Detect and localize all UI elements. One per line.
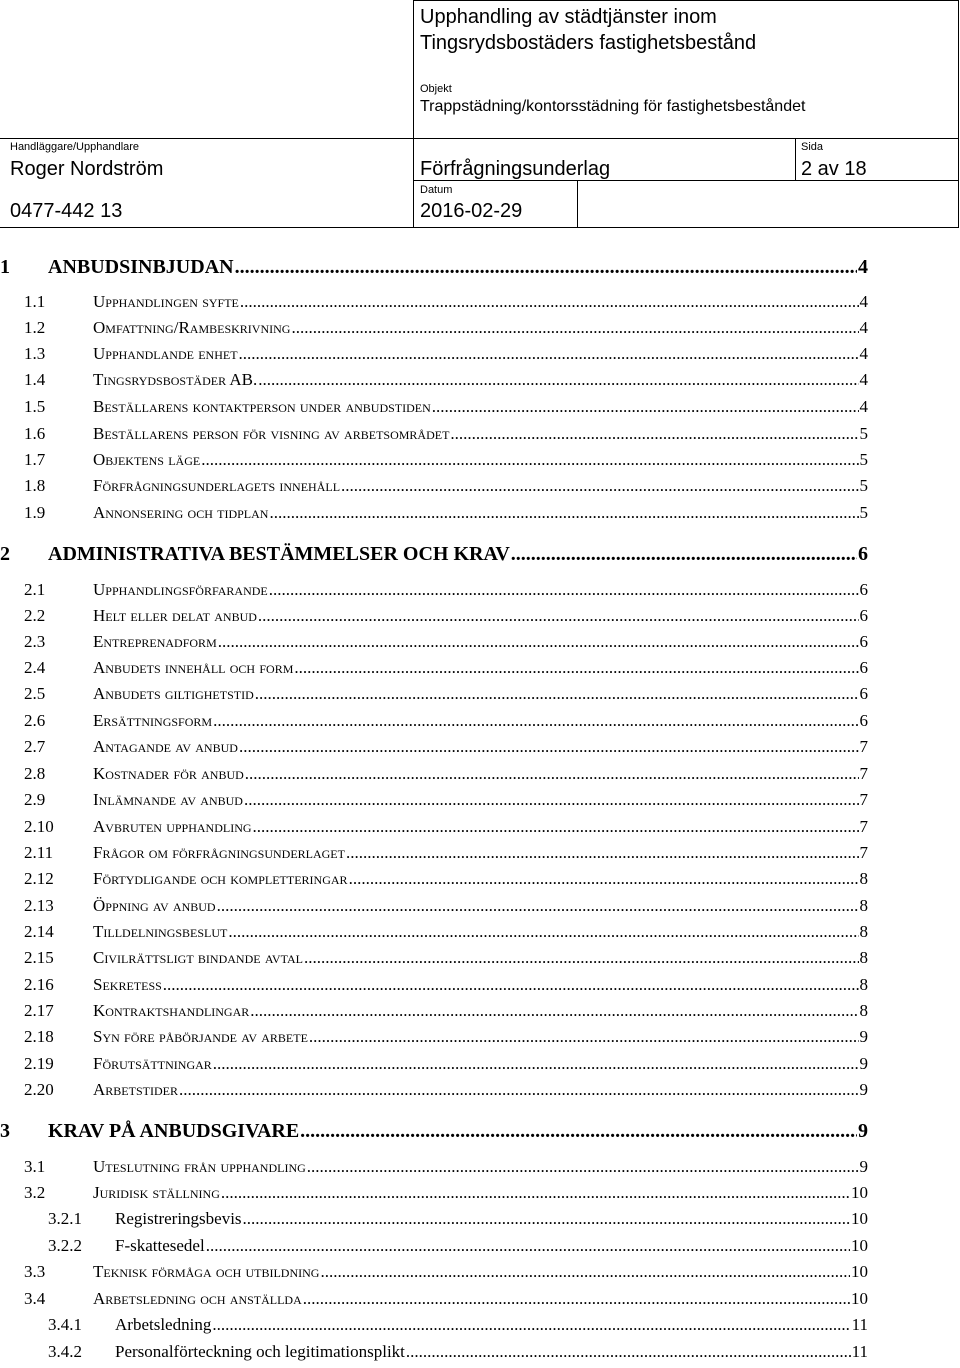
toc-dot-leader (346, 843, 859, 863)
toc-entry-number: 1.2 (24, 318, 46, 337)
toc-entry[interactable] (0, 1080, 960, 1102)
toc-entry[interactable] (0, 869, 960, 891)
toc-entry-title: Registreringsbevis (115, 1209, 242, 1228)
header-hline-bottom (0, 227, 959, 228)
toc-entry-page: 7 (859, 764, 868, 783)
toc-entry-page: 8 (859, 869, 868, 888)
toc-entry-number: 1.6 (24, 424, 46, 443)
toc-entry-page: 10 (851, 1289, 868, 1308)
toc-entry-page: 4 (859, 397, 868, 416)
toc-dot-leader (245, 764, 859, 784)
toc-dot-leader (179, 1080, 859, 1100)
toc-entry-title: Förutsättningar (93, 1054, 212, 1073)
toc-dot-leader (309, 1027, 859, 1047)
toc-entry-title: Upphandlande enhet (93, 344, 238, 363)
toc-entry[interactable] (0, 1262, 960, 1284)
toc-entry[interactable] (0, 817, 960, 839)
toc-entry[interactable] (0, 1236, 960, 1258)
toc-dot-leader (235, 256, 857, 279)
document-title (420, 4, 756, 56)
toc-entry-title: Teknisk förmåga och utbildning (93, 1262, 320, 1281)
toc-entry-page: 8 (859, 896, 868, 915)
toc-entry[interactable] (0, 344, 960, 366)
toc-entry-number: 2.17 (24, 1001, 54, 1020)
toc-dot-leader (349, 869, 859, 889)
toc-entry[interactable] (0, 1183, 960, 1205)
toc-dot-leader (406, 1342, 851, 1362)
toc-entry-number: 2.16 (24, 975, 54, 994)
toc-dot-leader (511, 543, 857, 566)
toc-entry-page: 10 (851, 1183, 868, 1202)
toc-entry-page: 4 (859, 370, 868, 389)
toc-entry-page: 10 (851, 1236, 868, 1255)
toc-entry[interactable] (0, 1027, 960, 1049)
toc-dot-leader (255, 684, 859, 704)
header-hline-top (413, 0, 959, 1)
toc-entry[interactable] (0, 1001, 960, 1023)
toc-entry-number: 2.14 (24, 922, 54, 941)
toc-entry-title: Kostnader för anbud (93, 764, 244, 783)
toc-entry[interactable] (0, 476, 960, 498)
toc-entry-title: F-skattesedel (115, 1236, 205, 1255)
toc-entry-page: 5 (859, 450, 868, 469)
toc-dot-leader (212, 1315, 850, 1335)
header-vline-right (958, 0, 959, 228)
toc-entry-title: Sekretess (93, 975, 162, 994)
toc-entry[interactable] (0, 843, 960, 865)
toc-entry-title: Inlämnande av anbud (93, 790, 243, 809)
object-value: Trappstädning/kontorsstädning för fastighetsbeståndet (420, 98, 806, 115)
toc-entry-page: 7 (859, 817, 868, 836)
toc-dot-leader (243, 1209, 850, 1229)
toc-entry-page: 7 (859, 843, 868, 862)
toc-entry-title: Anbudets giltighetstid (93, 684, 254, 703)
toc-entry-number: 2.1 (24, 580, 46, 599)
toc-entry-number: 1.8 (24, 476, 46, 495)
toc-dot-leader (244, 790, 859, 810)
toc-dot-leader (291, 318, 858, 338)
toc-entry-page: 6 (859, 684, 868, 703)
toc-entry-title: Upphandlingen syfte (93, 292, 239, 311)
toc-entry-page: 4 (859, 292, 868, 311)
toc-entry-title: Civilrättsligt bindande avtal (93, 948, 303, 967)
toc-dot-leader (228, 922, 858, 942)
toc-entry[interactable] (0, 580, 960, 602)
handler-label: Handläggare/Upphandlare (10, 141, 140, 153)
toc-entry[interactable] (0, 503, 960, 525)
toc-entry-title: Upphandlingsförfarande (93, 580, 268, 599)
toc-entry-number: 2.13 (24, 896, 54, 915)
toc-entry[interactable] (0, 256, 960, 280)
page-value: 2 av 18 (801, 158, 867, 180)
object-label: Objekt (420, 83, 452, 95)
toc-dot-leader (217, 896, 859, 916)
toc-entry-number: 2 (0, 543, 10, 565)
toc-entry-number: 1.7 (24, 450, 46, 469)
toc-entry[interactable] (0, 711, 960, 733)
toc-entry-title: Beställarens kontaktperson under anbudstiden (93, 397, 431, 416)
toc-entry[interactable] (0, 896, 960, 918)
toc-entry-number: 2.20 (24, 1080, 54, 1099)
toc-dot-leader (240, 292, 859, 312)
toc-dot-leader (450, 424, 858, 444)
toc-dot-leader (239, 737, 859, 757)
toc-entry[interactable] (0, 1342, 960, 1364)
toc-entry-page: 8 (859, 948, 868, 967)
toc-entry-page: 6 (859, 658, 868, 677)
toc-entry-page: 10 (851, 1209, 868, 1228)
toc-entry-page: 6 (858, 543, 868, 565)
toc-entry[interactable] (0, 1157, 960, 1179)
toc-entry[interactable] (0, 318, 960, 340)
toc-entry-number: 2.2 (24, 606, 46, 625)
toc-entry[interactable] (0, 632, 960, 654)
toc-entry[interactable] (0, 922, 960, 944)
toc-dot-leader (304, 948, 859, 968)
toc-entry-page: 10 (851, 1262, 868, 1281)
page-label: Sida (801, 141, 824, 153)
toc-entry-number: 1.9 (24, 503, 46, 522)
toc-entry-title: Juridisk ställning (93, 1183, 220, 1202)
toc-dot-leader (341, 476, 858, 496)
toc-entry-number: 3 (0, 1120, 10, 1142)
toc-entry-page: 9 (859, 1157, 868, 1176)
toc-entry-title: Kontraktshandlingar (93, 1001, 250, 1020)
date-label: Datum (420, 184, 453, 196)
toc-entry-page: 6 (859, 580, 868, 599)
toc-entry-number: 2.15 (24, 948, 54, 967)
toc-entry-page: 5 (859, 476, 868, 495)
toc-entry-title: Förfrågningsunderlagets innehåll (93, 476, 341, 495)
toc-entry-number: 3.1 (24, 1157, 46, 1176)
toc-entry-number: 3.4.1 (48, 1315, 82, 1334)
toc-dot-leader (269, 503, 858, 523)
toc-entry-number: 3.2.1 (48, 1209, 82, 1228)
toc-entry-number: 1.4 (24, 370, 46, 389)
toc-entry-title: Personalförteckning och legitimationsplikt (115, 1342, 405, 1361)
toc-entry-page: 9 (858, 1120, 868, 1142)
toc-entry-number: 1.3 (24, 344, 46, 363)
toc-entry-title: Avbruten upphandling (93, 817, 252, 836)
toc-entry-title: Ersättningsform (93, 711, 213, 730)
toc-entry-number: 3.2 (24, 1183, 46, 1202)
toc-entry-number: 3.4 (24, 1289, 46, 1308)
header-vline-page (795, 138, 796, 180)
toc-entry[interactable] (0, 1315, 960, 1337)
toc-entry-page: 8 (859, 1001, 868, 1020)
toc-entry-page: 9 (859, 1027, 868, 1046)
toc-entry-number: 1 (0, 256, 10, 278)
toc-entry-number: 2.12 (24, 869, 54, 888)
toc-entry-title: Anbudets innehåll och form (93, 658, 294, 677)
toc-entry-number: 1.5 (24, 397, 46, 416)
date-value: 2016-02-29 (420, 200, 523, 222)
toc-entry-page: 11 (851, 1342, 868, 1361)
toc-entry-page: 7 (859, 790, 868, 809)
toc-dot-leader (307, 1157, 859, 1177)
toc-entry-number: 2.11 (24, 843, 54, 862)
toc-dot-leader (213, 1054, 859, 1074)
toc-dot-leader (258, 606, 859, 626)
handler-phone: 0477-442 13 (10, 200, 123, 222)
toc-entry-number: 2.18 (24, 1027, 54, 1046)
toc-entry-title: Frågor om förfrågningsunderlaget (93, 843, 345, 862)
toc-entry-page: 8 (859, 922, 868, 941)
header-hline-mid (0, 138, 959, 139)
toc-entry-page: 5 (859, 503, 868, 522)
toc-entry-title: Tilldelningsbeslut (93, 922, 228, 941)
toc-entry-page: 7 (859, 737, 868, 756)
toc-dot-leader (258, 370, 858, 390)
toc-entry-page: 9 (859, 1054, 868, 1073)
toc-entry-page: 11 (851, 1315, 868, 1334)
toc-entry[interactable] (0, 397, 960, 419)
toc-dot-leader (218, 632, 859, 652)
toc-entry-number: 2.19 (24, 1054, 54, 1073)
toc-dot-leader (250, 1001, 858, 1021)
toc-entry-title: ANBUDSINBJUDAN (48, 256, 234, 278)
toc-entry[interactable] (0, 1054, 960, 1076)
toc-entry[interactable] (0, 975, 960, 997)
toc-dot-leader (300, 1120, 857, 1143)
toc-dot-leader (269, 580, 859, 600)
toc-dot-leader (201, 450, 858, 470)
toc-entry-page: 9 (859, 1080, 868, 1099)
toc-entry-page: 4 (858, 256, 868, 278)
toc-entry-page: 8 (859, 975, 868, 994)
toc-entry-number: 2.9 (24, 790, 46, 809)
toc-dot-leader (294, 658, 858, 678)
toc-entry-page: 4 (859, 344, 868, 363)
header-vline-date (577, 180, 578, 228)
toc-entry[interactable] (0, 1289, 960, 1311)
toc-entry-title: Annonsering och tidplan (93, 503, 269, 522)
toc-entry-number: 2.4 (24, 658, 46, 677)
toc-entry-page: 5 (859, 424, 868, 443)
toc-entry-title: Omfattning/Rambeskrivning (93, 318, 291, 337)
toc-dot-leader (206, 1236, 850, 1256)
toc-entry-title: Beställarens person för visning av arbetsområdet (93, 424, 450, 443)
toc-entry[interactable] (0, 684, 960, 706)
toc-dot-leader (432, 397, 859, 417)
handler-name: Roger Nordström (10, 158, 164, 180)
toc-entry[interactable] (0, 450, 960, 472)
toc-entry-number: 2.10 (24, 817, 54, 836)
toc-entry-page: 6 (859, 632, 868, 651)
toc-entry-title: Uteslutning från upphandling (93, 1157, 306, 1176)
toc-dot-leader (239, 344, 859, 364)
toc-dot-leader (221, 1183, 850, 1203)
document-type: Förfrågningsunderlag (420, 158, 611, 180)
toc-entry-page: 6 (859, 711, 868, 730)
toc-entry-number: 2.3 (24, 632, 46, 651)
toc-entry-title: Arbetstider (93, 1080, 178, 1099)
toc-entry-page: 6 (859, 606, 868, 625)
toc-entry-title: Öppning av anbud (93, 896, 216, 915)
toc-entry[interactable] (0, 948, 960, 970)
toc-entry[interactable] (0, 543, 960, 567)
toc-entry-title: Arbetsledning och anställda (93, 1289, 302, 1308)
toc-entry[interactable] (0, 606, 960, 628)
toc-entry-number: 3.2.2 (48, 1236, 82, 1255)
toc-entry-number: 2.7 (24, 737, 46, 756)
toc-entry-title: KRAV PÅ ANBUDSGIVARE (48, 1120, 300, 1142)
toc-entry-number: 3.3 (24, 1262, 46, 1281)
toc-entry-number: 2.8 (24, 764, 46, 783)
toc-entry-title: Entreprenadform (93, 632, 217, 651)
toc-entry[interactable] (0, 790, 960, 812)
toc-entry[interactable] (0, 658, 960, 680)
document-title-line2: Tingsrydsbostäders fastighetsbestånd (420, 32, 757, 54)
toc-entry-title: Arbetsledning (115, 1315, 212, 1334)
toc-dot-leader (303, 1289, 850, 1309)
document-title-line1: Upphandling av städtjänster inom (420, 6, 717, 28)
toc-dot-leader (253, 817, 859, 837)
toc-entry-title: Helt eller delat anbud (93, 606, 257, 625)
toc-entry-title: Syn före påbörjande av arbete (93, 1027, 308, 1046)
toc-entry-title: Förtydligande och kompletteringar (93, 869, 348, 888)
toc-entry[interactable] (0, 424, 960, 446)
toc-entry-title: Antagande av anbud (93, 737, 238, 756)
toc-entry[interactable] (0, 737, 960, 759)
header-vline-left (413, 0, 414, 228)
toc-dot-leader (213, 711, 858, 731)
toc-entry[interactable] (0, 1209, 960, 1231)
toc-entry-number: 2.6 (24, 711, 46, 730)
toc-entry[interactable] (0, 292, 960, 314)
toc-entry-number: 2.5 (24, 684, 46, 703)
toc-entry-title: Objektens läge (93, 450, 201, 469)
toc-entry-number: 1.1 (24, 292, 46, 311)
toc-entry-title: Tingsrydsbostäder AB. (93, 370, 258, 389)
toc-entry-page: 4 (859, 318, 868, 337)
toc-dot-leader (320, 1262, 850, 1282)
toc-entry[interactable] (0, 1120, 960, 1144)
toc-entry[interactable] (0, 370, 960, 392)
toc-dot-leader (163, 975, 859, 995)
toc-entry[interactable] (0, 764, 960, 786)
toc-entry-number: 3.4.2 (48, 1342, 82, 1361)
toc-entry-title: ADMINISTRATIVA BESTÄMMELSER OCH KRAV (48, 543, 510, 565)
